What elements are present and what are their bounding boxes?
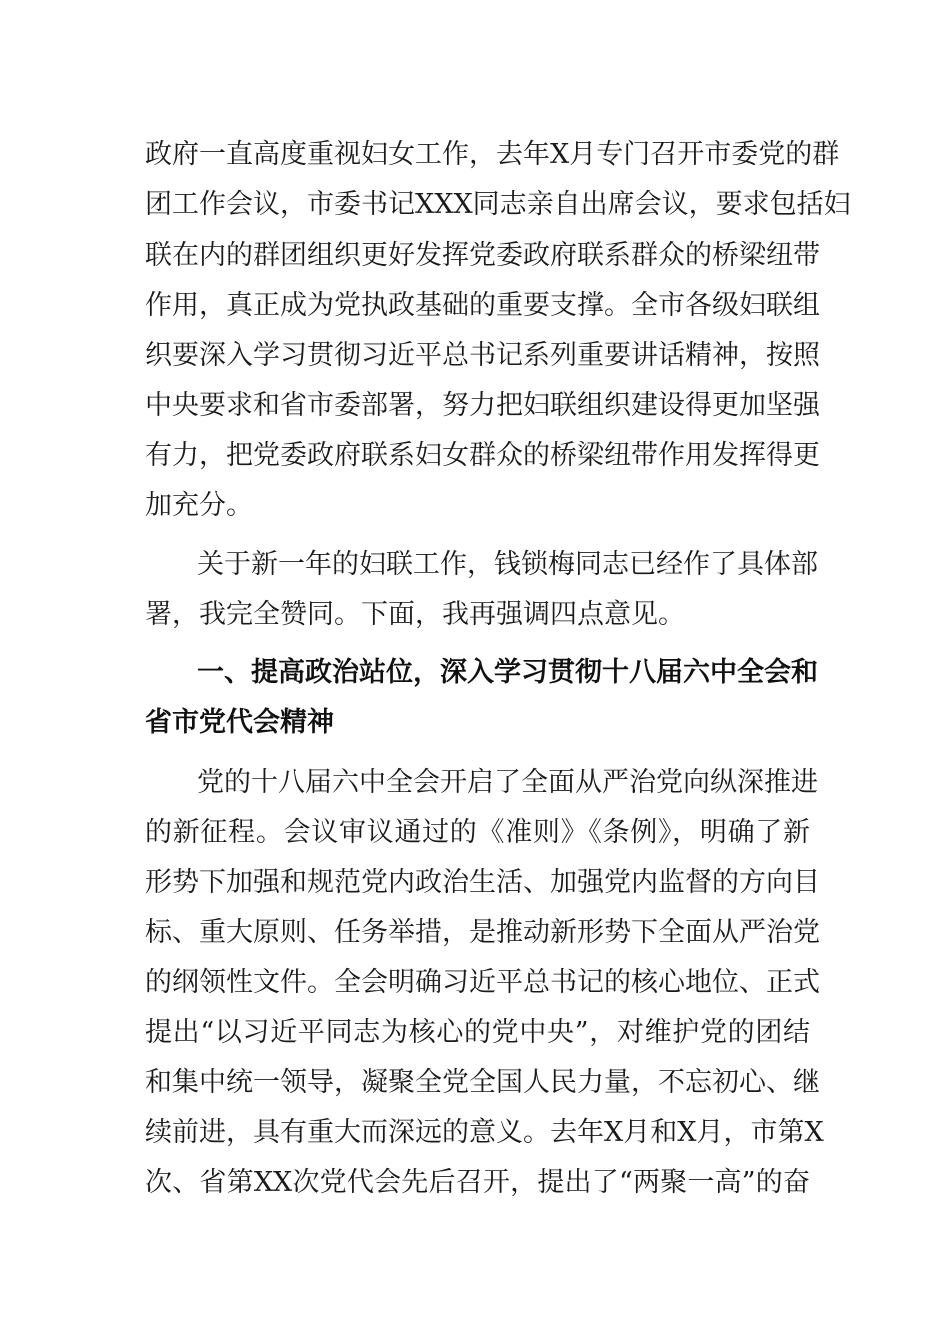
text-line: 联在内的群团组织更好发挥党委政府联系群众的桥梁纽带 xyxy=(145,240,820,271)
text-line: 有力，把党委政府联系妇女群众的桥梁纽带作用发挥得更 xyxy=(145,440,820,471)
text-line: 形势下加强和规范党内政治生活、加强党内监督的方向目 xyxy=(145,867,820,898)
heading-line: 省市党代会精神 xyxy=(145,707,334,738)
text-line: 织要深入学习贯彻习近平总书记系列重要讲话精神，按照 xyxy=(145,340,820,371)
text-line: 标、重大原则、任务举措，是推动新形势下全面从严治党 xyxy=(145,917,820,948)
text-line: 中央要求和省市委部署，努力把妇联组织建设得更加坚强 xyxy=(145,390,820,421)
text-line: 关于新一年的妇联工作，钱锁梅同志已经作了具体部 xyxy=(197,549,818,580)
text-line: 团工作会议，市委书记XXX同志亲自出席会议，要求包括妇 xyxy=(145,189,851,220)
text-line: 政府一直高度重视妇女工作，去年X月专门召开市委党的群 xyxy=(145,139,840,170)
heading-line: 一、提高政治站位，深入学习贯彻十八届六中全会和 xyxy=(197,657,818,688)
text-line: 党的十八届六中全会开启了全面从严治党向纵深推进 xyxy=(197,767,818,798)
text-line: 署，我完全赞同。下面，我再强调四点意见。 xyxy=(145,599,685,630)
text-line: 加充分。 xyxy=(145,490,253,521)
text-line: 续前进，具有重大而深远的意义。去年X月和X月，市第X xyxy=(145,1117,824,1148)
text-line: 的纲领性文件。全会明确习近平总书记的核心地位、正式 xyxy=(145,967,820,998)
text-line: 次、省第XX次党代会先后召开，提出了“两聚一高”的奋 xyxy=(145,1167,810,1198)
text-line: 和集中统一领导，凝聚全党全国人民力量，不忘初心、继 xyxy=(145,1067,820,1098)
text-line: 作用，真正成为党执政基础的重要支撑。全市各级妇联组 xyxy=(145,290,820,321)
text-line: 提出“以习近平同志为核心的党中央”，对维护党的团结 xyxy=(145,1017,810,1048)
text-line: 的新征程。会议审议通过的《准则》《条例》，明确了新 xyxy=(145,817,810,848)
